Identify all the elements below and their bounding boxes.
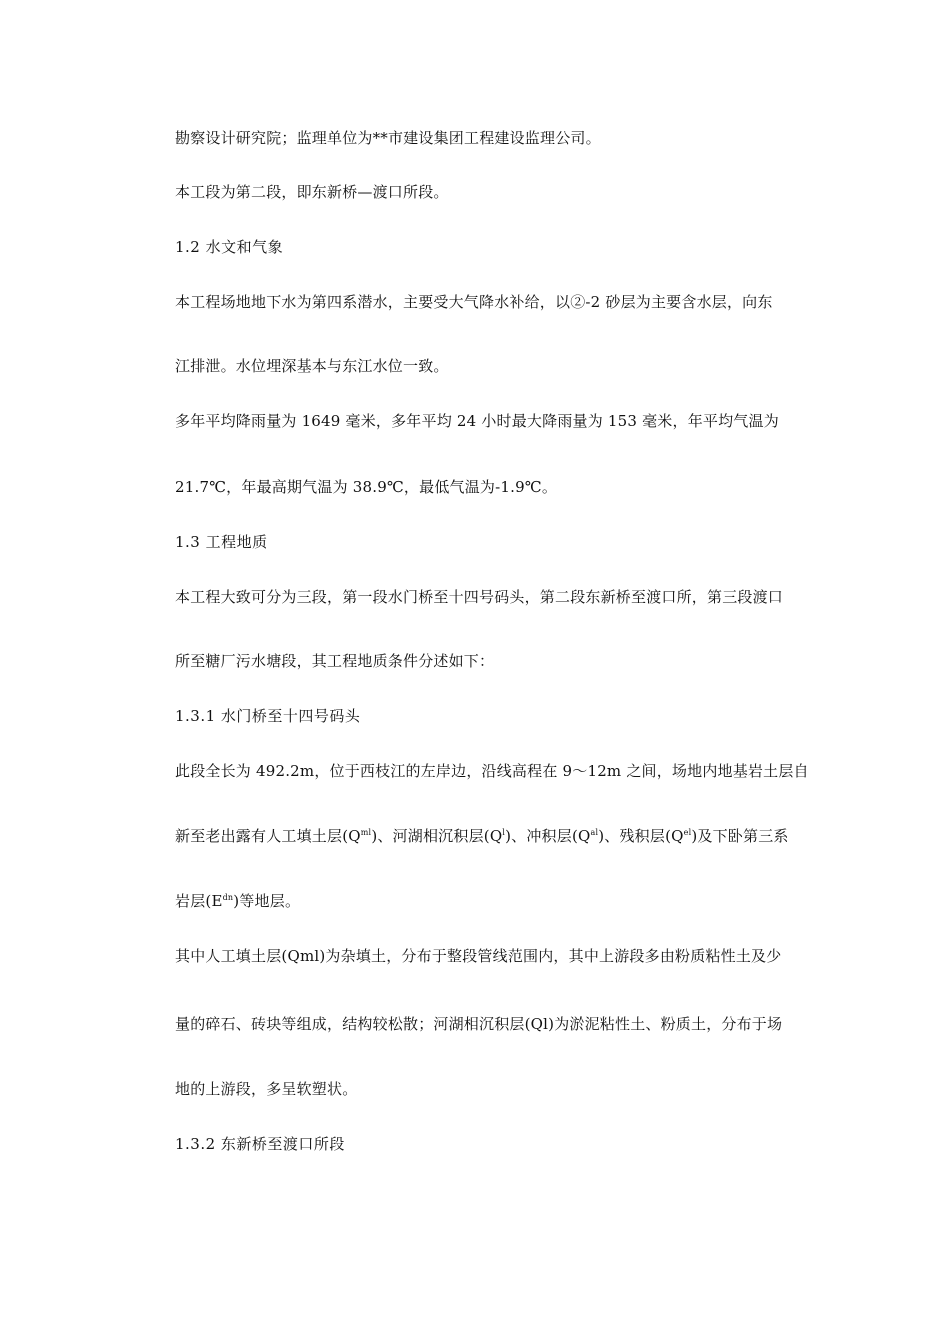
- superscript: ml: [360, 828, 372, 837]
- text-run: 岩层(E: [175, 892, 223, 910]
- paragraph-line: 勘察设计研究院；监理单位为**市建设集团工程建设监理公司。: [175, 129, 601, 147]
- text-run: )、冲积层(Q: [505, 827, 591, 845]
- text-run: )、河湖相沉积层(Q: [371, 827, 503, 845]
- text-run: 新至老出露有人工填土层(Q: [175, 827, 361, 845]
- superscript: al: [590, 828, 599, 837]
- text-run: )、残积层(Q: [598, 827, 684, 845]
- paragraph-line: 量的碎石、砖块等组成，结构较松散；河湖相沉积层(Ql)为淤泥粘性土、粉质土，分布于场: [175, 1015, 783, 1033]
- paragraph-line: 江排泄。水位埋深基本与东江水位一致。: [175, 357, 449, 375]
- superscript: l: [502, 828, 506, 837]
- paragraph-line: 其中人工填土层(Qml)为杂填土，分布于整段管线范围内，其中上游段多由粉质粘性土及少: [175, 947, 782, 965]
- paragraph-line: 21.7℃，年最高期气温为 38.9℃，最低气温为-1.9℃。: [175, 478, 558, 496]
- paragraph-line-with-superscripts: [175, 891, 300, 911]
- text-run: )等地层。: [233, 892, 301, 910]
- paragraph-line: 地的上游段，多呈软塑状。: [175, 1080, 358, 1098]
- superscript: el: [683, 828, 692, 837]
- section-heading-1-3: 1.3 工程地质: [175, 533, 268, 551]
- paragraph-line: 多年平均降雨量为 1649 毫米，多年平均 24 小时最大降雨量为 153 毫米，年平均气温为: [175, 412, 779, 430]
- paragraph-line: 此段全长为 492.2m，位于西枝江的左岸边，沿线高程在 9～12m 之间，场地内地基岩土层自: [175, 762, 809, 780]
- text-run: )及下卧第三系: [691, 827, 789, 845]
- paragraph-line: 本工程大致可分为三段，第一段水门桥至十四号码头，第二段东新桥至渡口所，第三段渡口: [175, 588, 784, 606]
- paragraph-line: 所至糖厂污水塘段，其工程地质条件分述如下：: [175, 652, 495, 670]
- superscript: dn: [222, 893, 234, 902]
- section-heading-1-2: 1.2 水文和气象: [175, 238, 284, 256]
- section-heading-1-3-2: 1.3.2 东新桥至渡口所段: [175, 1135, 345, 1153]
- section-heading-1-3-1: 1.3.1 水门桥至十四号码头: [175, 707, 361, 725]
- paragraph-line: 本工程场地地下水为第四系潜水，主要受大气降水补给，以②-2 砂层为主要含水层，向东: [175, 293, 773, 311]
- paragraph-line-with-superscripts: [175, 826, 789, 846]
- paragraph-line: 本工段为第二段，即东新桥—渡口所段。: [175, 183, 449, 201]
